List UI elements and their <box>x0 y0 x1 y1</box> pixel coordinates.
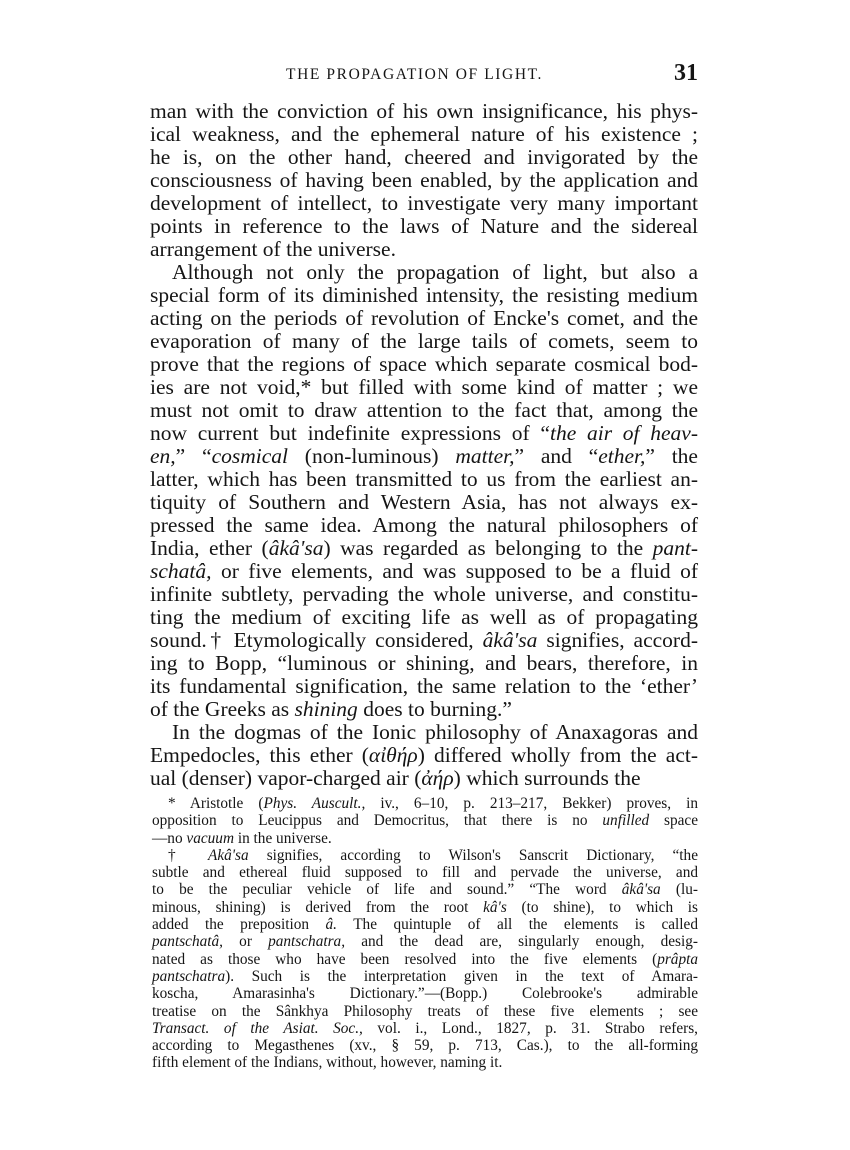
text-run: ual (denser) vapor-charged air ( <box>150 766 422 790</box>
italic-text: pantschatra, <box>268 933 346 951</box>
italic-text: shining <box>294 697 358 721</box>
text-run: or <box>222 933 269 951</box>
text-run: must not omit to draw attention to the fact that, among the <box>150 398 698 422</box>
text-run: evaporation of many of the large tails of comets, seem to <box>150 329 698 353</box>
text-run: ) differed wholly from the act- <box>417 743 698 767</box>
body-line <box>150 652 698 675</box>
text-run: sound.† Etymologically considered, <box>150 628 483 652</box>
text-run: ting the medium of exciting life as well as of propagating <box>150 605 698 629</box>
body-line <box>150 721 698 744</box>
body-line <box>150 100 698 123</box>
text-run: minous, shining) is derived from the root <box>152 898 484 916</box>
italic-text: pantschatra <box>152 967 226 985</box>
text-run: now current but indefinite expressions of “ <box>150 421 550 445</box>
text-run: treatise on the Sânkhya Philosophy treats of these five elements ; see <box>152 1002 698 1020</box>
text-run: signifies, accord- <box>537 628 698 652</box>
footnote-line <box>152 812 698 829</box>
footnotes <box>152 795 698 1072</box>
text-run: ” “ <box>175 444 212 468</box>
body-line <box>150 560 698 583</box>
text-run: nated as those who have been resolved into the five elements ( <box>152 950 658 968</box>
text-run: (lu- <box>660 881 698 899</box>
body-line <box>150 537 698 560</box>
text-run: signifies, according to Wilson's Sanscrit Dictionary, “the <box>248 846 698 864</box>
text-run: infinite subtlety, pervading the whole universe, and constitu- <box>150 582 698 606</box>
text-run: † <box>168 846 208 864</box>
footnote-line <box>152 916 698 933</box>
italic-text: â. <box>325 916 337 934</box>
footnote-line <box>152 881 698 898</box>
footnote-line <box>152 1037 698 1054</box>
body-line <box>150 422 698 445</box>
text-run: ” and “ <box>514 444 599 468</box>
text-run: In the dogmas of the Ionic philosophy of Anaxagoras and <box>172 720 698 744</box>
body-line <box>150 491 698 514</box>
body-text <box>150 100 698 790</box>
text-run: —no <box>152 829 187 847</box>
text-run: India, ether ( <box>150 536 269 560</box>
text-run: added the preposition <box>152 916 326 934</box>
body-line <box>150 629 698 652</box>
body-line <box>150 261 698 284</box>
body-line <box>150 215 698 238</box>
text-run: does to burning.” <box>357 697 512 721</box>
text-run: special form of its diminished intensity, the resisting medium <box>150 283 698 307</box>
text-run: koscha, Amarasinha's Dictionary.”—(Bopp.) Colebrooke's admirable <box>152 985 698 1003</box>
text-run: fifth element of the Indians, without, however, naming it. <box>152 1054 503 1072</box>
italic-text: kâ's <box>483 898 507 916</box>
footnote-line <box>152 968 698 985</box>
text-run: to be the peculiar vehicle of life and sound.” “The word <box>152 881 622 899</box>
text-run: and the dead are, singularly enough, desig- <box>345 933 698 951</box>
italic-text: αἰθήρ <box>368 743 418 767</box>
text-run: * Aristotle ( <box>168 795 264 812</box>
text-run: ) which surrounds the <box>453 766 641 790</box>
text-run: points in reference to the laws of Nature and the sidereal <box>150 214 698 238</box>
footnote-line <box>152 951 698 968</box>
body-line <box>150 514 698 537</box>
body-line <box>150 468 698 491</box>
italic-text: ether, <box>598 444 646 468</box>
body-line <box>150 284 698 307</box>
text-run: consciousness of having been enabled, by the application and <box>150 168 698 192</box>
text-run: vol. i., Lond., 1827, p. 31. Strabo refers, <box>362 1019 698 1037</box>
footnote-line <box>152 795 698 812</box>
italic-text: pant- <box>652 536 699 560</box>
italic-text: cosmical <box>211 444 288 468</box>
text-run: he is, on the other hand, cheered and invigorated by the <box>150 145 698 169</box>
body-line <box>150 376 698 399</box>
text-run: Empedocles, this ether ( <box>150 743 369 767</box>
footnote-line <box>152 985 698 1002</box>
italic-text: âkâ'sa <box>621 881 661 899</box>
body-line <box>150 353 698 376</box>
footnote-line <box>152 1054 698 1071</box>
italic-text: ἀήρ <box>421 766 454 790</box>
body-line <box>150 146 698 169</box>
page-number: 31 <box>674 60 698 86</box>
text-run: space <box>649 812 699 830</box>
text-run: tiquity of Southern and Western Asia, has not always ex- <box>150 490 698 514</box>
italic-text: Akâ'sa <box>207 846 249 864</box>
text-run: or five elements, and was supposed to be a fluid of <box>211 559 698 583</box>
text-run: opposition to Leucippus and Democritus, that there is no <box>152 812 603 830</box>
text-run: iv., 6–10, p. 213–217, Bekker) proves, in <box>365 795 698 812</box>
body-line <box>150 583 698 606</box>
body-line <box>150 123 698 146</box>
text-run: subtle and ethereal fluid supposed to fill and pervade the universe, and <box>152 864 698 882</box>
italic-text: matter, <box>455 444 515 468</box>
text-run: pressed the same idea. Among the natural philosophers of <box>150 513 698 537</box>
italic-text: unfilled <box>602 812 650 830</box>
italic-text: en, <box>150 444 176 468</box>
body-line <box>150 744 698 767</box>
footnote-line <box>152 1020 698 1037</box>
italic-text: schatâ, <box>150 559 212 583</box>
body-line <box>150 606 698 629</box>
body-line <box>150 192 698 215</box>
text-run: ical weakness, and the ephemeral nature of his existence ; <box>150 122 698 146</box>
italic-text: âkâ'sa <box>482 628 538 652</box>
body-line <box>150 399 698 422</box>
text-run: ing to Bopp, “luminous or shining, and bears, therefore, in <box>150 651 698 675</box>
text-run: of the Greeks as <box>150 697 295 721</box>
footnote-line <box>152 1003 698 1020</box>
text-run: (non-luminous) <box>288 444 456 468</box>
text-run: Although not only the propagation of light, but also a <box>172 260 698 284</box>
text-run: ) was regarded as belonging to the <box>323 536 653 560</box>
italic-text: âkâ'sa <box>268 536 324 560</box>
text-run: its fundamental signification, the same relation to the ‘ether’ <box>150 674 698 698</box>
text-run: ” the <box>645 444 698 468</box>
body-line <box>150 445 698 468</box>
text-run: in the universe. <box>234 829 332 847</box>
text-run: latter, which has been transmitted to us from the earliest an- <box>150 467 698 491</box>
body-line <box>150 307 698 330</box>
text-run: development of intellect, to investigate very many important <box>150 191 698 215</box>
text-run: The quintuple of all the elements is called <box>337 916 698 934</box>
footnote-line <box>152 899 698 916</box>
footnote-line <box>152 847 698 864</box>
italic-text: Phys. Auscult., <box>263 795 366 812</box>
footnote-line <box>152 933 698 950</box>
italic-text: the air of heav- <box>549 421 699 445</box>
italic-text: prâpta <box>657 950 698 968</box>
italic-text: Transact. of the Asiat. Soc., <box>152 1019 363 1037</box>
body-line <box>150 767 698 790</box>
text-run: arrangement of the universe. <box>150 237 396 261</box>
body-line <box>150 675 698 698</box>
body-line <box>150 330 698 353</box>
text-run: according to Megasthenes (xv., § 59, p. 713, Cas.), to the all-forming <box>152 1037 698 1055</box>
text-run: (to shine), to which is <box>506 898 699 916</box>
text-run: acting on the periods of revolution of Encke's comet, and the <box>150 306 698 330</box>
footnote-line <box>152 864 698 881</box>
footnote-line <box>152 830 698 847</box>
text-run: ies are not void,* but filled with some kind of matter ; we <box>150 375 698 399</box>
running-title: THE PROPAGATION OF LIGHT. <box>286 66 544 83</box>
page-header <box>150 62 698 90</box>
italic-text: vacuum <box>186 829 234 847</box>
text-run: prove that the regions of space which separate cosmical bod- <box>150 352 698 376</box>
body-line <box>150 169 698 192</box>
text-run: man with the conviction of his own insignificance, his phys- <box>150 99 698 123</box>
italic-text: pantschatâ, <box>152 933 223 951</box>
body-line <box>150 238 698 261</box>
body-line <box>150 698 698 721</box>
text-run: ). Such is the interpretation given in the text of Amara- <box>225 967 698 985</box>
